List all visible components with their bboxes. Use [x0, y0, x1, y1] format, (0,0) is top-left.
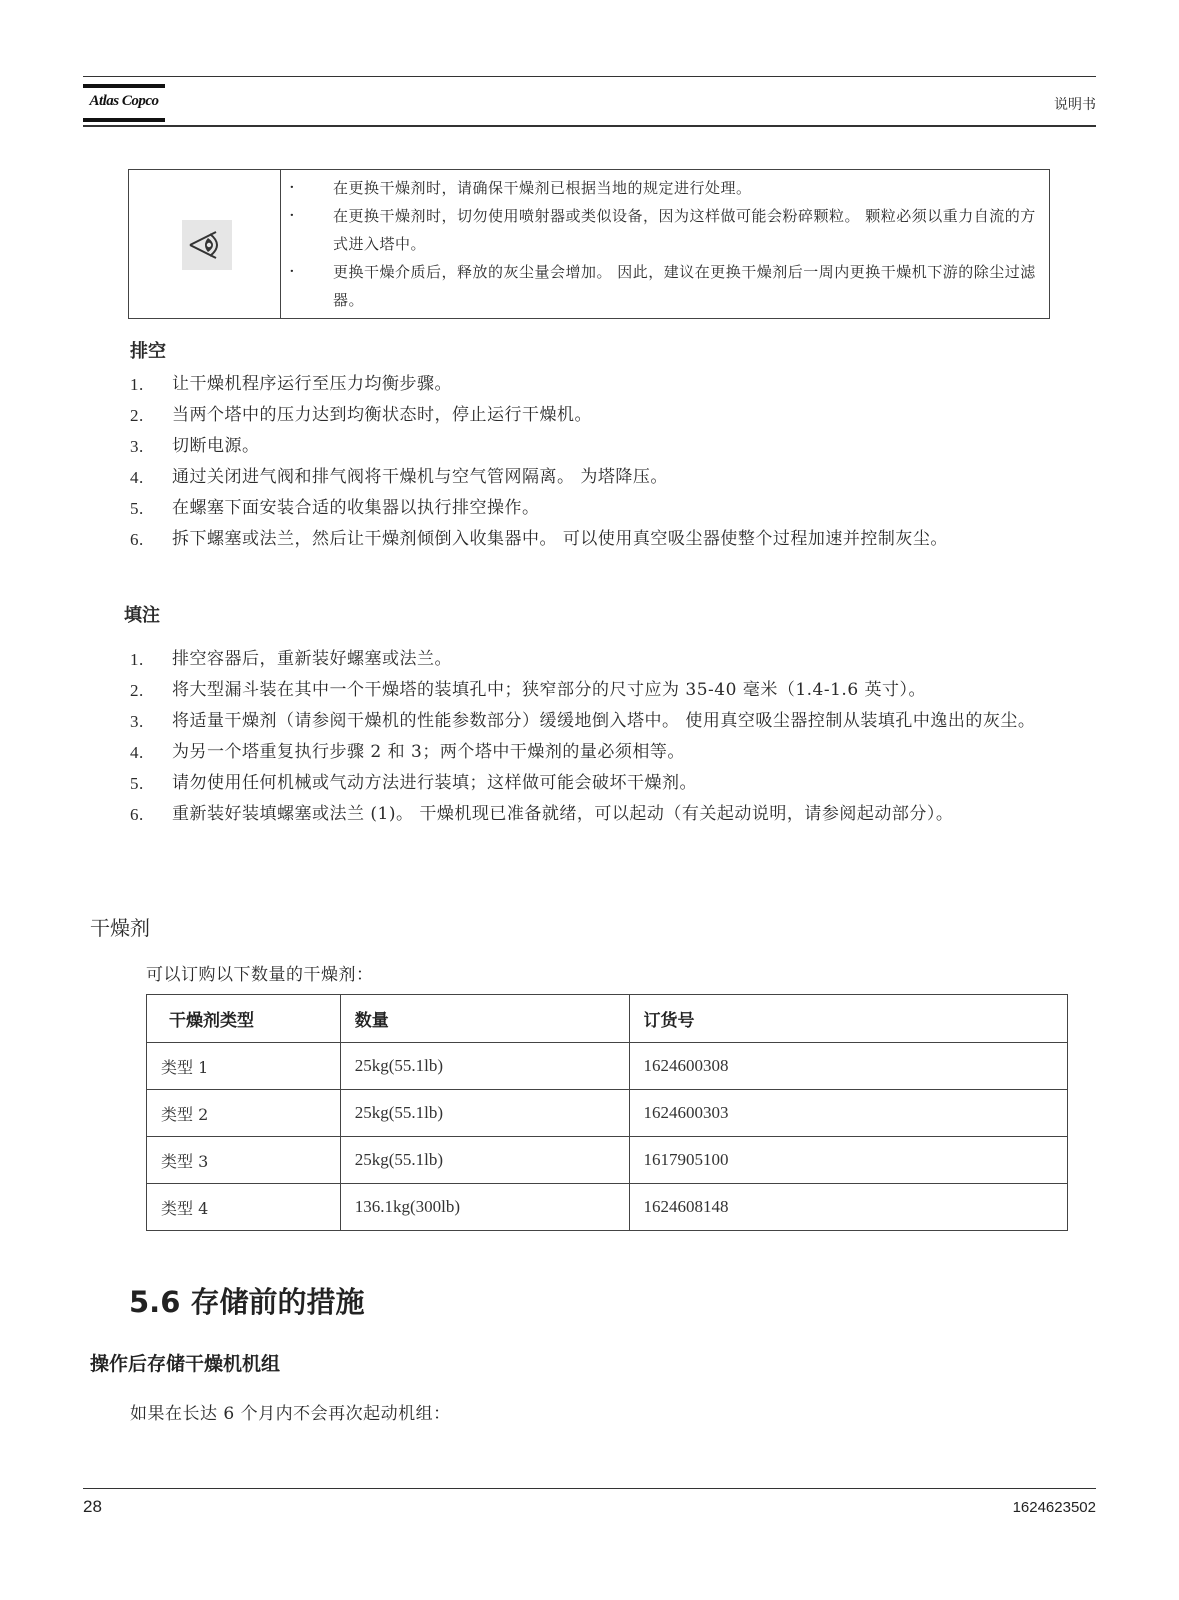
- table-cell: 类型 1: [147, 1043, 341, 1090]
- step-number: 2.: [130, 406, 144, 425]
- step-number: 3.: [130, 712, 144, 731]
- step-number: 1.: [130, 375, 144, 394]
- footer-rule: [83, 1488, 1096, 1489]
- table-cell: 25kg(55.1lb): [340, 1137, 629, 1184]
- list-item: [130, 706, 1060, 737]
- table-cell: 1624608148: [629, 1184, 1067, 1231]
- step-text: 将大型漏斗装在其中一个干燥塔的装填孔中；狭窄部分的尺寸应为 35-40 毫米（1.4-1.6 英寸）。: [172, 680, 927, 700]
- table-cell: 1617905100: [629, 1137, 1067, 1184]
- warning-box: [128, 169, 1050, 319]
- warning-item: · 在更换干燥剂时，请确保干燥剂已根据当地的规定进行处理。: [281, 174, 1041, 202]
- list-item: [130, 369, 1060, 400]
- column-header-type: 干燥剂类型: [147, 995, 341, 1043]
- header-bottom-rule: [83, 125, 1096, 127]
- desiccant-table: [146, 994, 1068, 1231]
- step-text: 当两个塔中的压力达到均衡状态时，停止运行干燥机。: [172, 405, 592, 425]
- list-item: [130, 737, 1060, 768]
- table-row: [147, 1043, 1068, 1090]
- list-item: [130, 768, 1060, 799]
- table-cell: 类型 2: [147, 1090, 341, 1137]
- eye-icon: [182, 220, 232, 270]
- column-header-quantity: 数量: [340, 995, 629, 1043]
- step-number: 4.: [130, 743, 144, 762]
- desiccant-intro: 可以订购以下数量的干燥剂：: [146, 965, 374, 985]
- header-top-rule: [83, 76, 1096, 77]
- step-text: 重新装好装填螺塞或法兰 (1)。 干燥机现已准备就绪，可以起动（有关起动说明，请参阅起动部分）。: [172, 804, 954, 824]
- list-item: [130, 799, 1060, 830]
- list-item: [130, 400, 1060, 431]
- list-item: [130, 493, 1060, 524]
- step-text: 为另一个塔重复执行步骤 2 和 3；两个塔中干燥剂的量必须相等。: [172, 742, 685, 762]
- fill-heading: 填注: [124, 605, 160, 626]
- table-row: [147, 1090, 1068, 1137]
- table-row: [147, 1137, 1068, 1184]
- step-number: 2.: [130, 681, 144, 700]
- document-number: 1624623502: [1012, 1499, 1096, 1516]
- step-text: 通过关闭进气阀和排气阀将干燥机与空气管网隔离。 为塔降压。: [172, 467, 668, 487]
- step-number: 3.: [130, 437, 144, 456]
- step-number: 5.: [130, 774, 144, 793]
- step-text: 拆下螺塞或法兰，然后让干燥剂倾倒入收集器中。 可以使用真空吸尘器使整个过程加速并控制灰尘。: [172, 529, 948, 549]
- table-row: [147, 1184, 1068, 1231]
- page-number: 28: [83, 1497, 102, 1516]
- table-cell: 25kg(55.1lb): [340, 1043, 629, 1090]
- step-text: 将适量干燥剂（请参阅干燥机的性能参数部分）缓缓地倒入塔中。 使用真空吸尘器控制从装填孔中逸出的灰尘。: [172, 711, 1036, 731]
- table-cell: 136.1kg(300lb): [340, 1184, 629, 1231]
- document-type-label: 说明书: [1054, 97, 1096, 113]
- desiccant-heading: 干燥剂: [90, 916, 150, 940]
- list-item: [130, 675, 1060, 706]
- warning-item: · 在更换干燥剂时，切勿使用喷射器或类似设备，因为这样做可能会粉碎颗粒。 颗粒必须以重力自流的方式进入塔中。: [281, 202, 1041, 258]
- list-item: [130, 644, 1060, 675]
- step-text: 排空容器后，重新装好螺塞或法兰。: [172, 649, 452, 669]
- drain-heading: 排空: [130, 341, 166, 362]
- list-item: [130, 462, 1060, 493]
- step-text: 切断电源。: [172, 436, 260, 456]
- section-title: 5.6 存储前的措施: [129, 1285, 365, 1319]
- step-number: 4.: [130, 468, 144, 487]
- table-header-row: [147, 995, 1068, 1043]
- logo-text: Atlas Copco: [89, 93, 159, 109]
- table-cell: 1624600308: [629, 1043, 1067, 1090]
- step-text: 在螺塞下面安装合适的收集器以执行排空操作。: [172, 498, 540, 518]
- table-cell: 25kg(55.1lb): [340, 1090, 629, 1137]
- list-item: [130, 524, 1060, 555]
- column-header-order-number: 订货号: [629, 995, 1067, 1043]
- section-sub-heading: 操作后存储干燥机机组: [90, 1353, 281, 1375]
- step-text: 请勿使用任何机械或气动方法进行装填；这样做可能会破坏干燥剂。: [172, 773, 697, 793]
- step-number: 5.: [130, 499, 144, 518]
- drain-steps: [130, 369, 1060, 555]
- step-number: 6.: [130, 530, 144, 549]
- step-number: 1.: [130, 650, 144, 669]
- fill-steps: [130, 644, 1060, 830]
- step-text: 让干燥机程序运行至压力均衡步骤。: [172, 374, 452, 394]
- warning-list: [281, 174, 1041, 314]
- list-item: [130, 431, 1060, 462]
- warning-item: · 更换干燥介质后，释放的灰尘量会增加。 因此，建议在更换干燥剂后一周内更换干燥机下游的除尘过滤器。: [281, 258, 1041, 314]
- table-cell: 1624600303: [629, 1090, 1067, 1137]
- step-number: 6.: [130, 805, 144, 824]
- atlas-copco-logo: [83, 84, 165, 122]
- table-cell: 类型 3: [147, 1137, 341, 1184]
- section-text: 如果在长达 6 个月内不会再次起动机组：: [130, 1404, 451, 1424]
- table-cell: 类型 4: [147, 1184, 341, 1231]
